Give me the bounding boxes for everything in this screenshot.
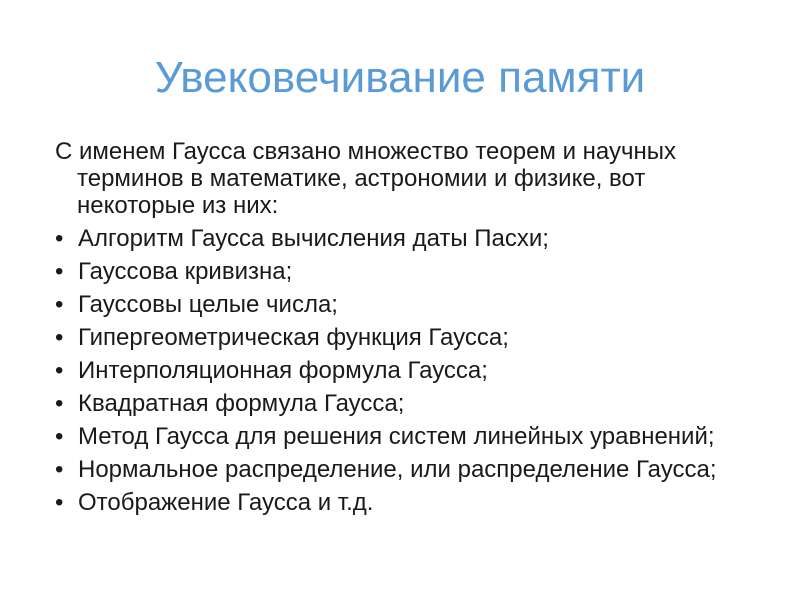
intro-paragraph: С именем Гаусса связано множество теорем и научных терминов в математике, астрономии и физике, вот некоторые из них:: [55, 138, 677, 219]
list-item: [55, 357, 735, 384]
bullet-icon: •: [55, 489, 64, 516]
list-item-text: Гипергеометрическая функция Гаусса;: [78, 324, 509, 351]
bullet-icon: •: [55, 225, 64, 252]
bullet-icon: •: [55, 357, 64, 384]
bullet-icon: •: [55, 390, 64, 417]
bullet-icon: •: [55, 258, 64, 285]
list-item-text: Гауссовы целые числа;: [78, 291, 338, 318]
bullet-icon: •: [55, 423, 64, 450]
slide-title: Увековечивание памяти: [154, 53, 646, 102]
list-item: [55, 225, 735, 252]
list-item-text: Квадратная формула Гаусса;: [78, 390, 405, 417]
list-item: [55, 390, 735, 417]
list-item-text: Интерполяционная формула Гаусса;: [78, 357, 488, 384]
list-item: [55, 324, 735, 351]
list-item: [55, 291, 735, 318]
list-item: [55, 258, 735, 285]
list-item: [55, 423, 735, 450]
bullet-icon: •: [55, 291, 64, 318]
slide-body: [55, 138, 735, 522]
list-item-text: Гауссова кривизна;: [78, 258, 293, 285]
list-item-text: Алгоритм Гаусса вычисления даты Пасхи;: [78, 225, 549, 252]
bullet-list: [55, 225, 735, 516]
list-item-text: Отображение Гаусса и т.д.: [78, 489, 374, 516]
list-item: [55, 489, 735, 516]
bullet-icon: •: [55, 324, 64, 351]
list-item: [55, 456, 735, 483]
bullet-icon: •: [55, 456, 64, 483]
list-item-text: Метод Гаусса для решения систем линейных уравнений;: [78, 423, 715, 450]
list-item-text: Нормальное распределение, или распределение Гаусса;: [78, 456, 717, 483]
